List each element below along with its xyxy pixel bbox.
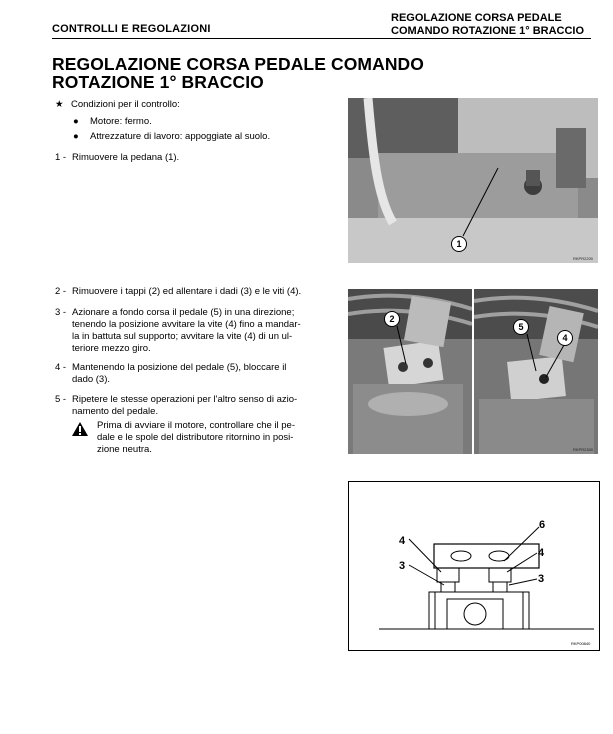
warning-line: zione neutra. [97,444,152,455]
warning-triangle-icon [71,421,89,442]
step-text-line: namento del pedale. [72,406,159,417]
running-header-section: CONTROLLI E REGOLAZIONI [52,23,211,35]
bullet-dot: ● [73,116,79,127]
warning-line: Prima di avviare il motore, controllare che il pe- [97,420,295,431]
callout-5: 5 [513,319,529,335]
step-text-line: Azionare a fondo corsa il pedale (5) in una direzione; [72,307,295,318]
photo-pedal-plugs [348,289,472,454]
step-text-line: la in battuta sul supporto; avvitare la vite (4) di un ul- [72,331,293,342]
callout-1: 1 [451,236,467,252]
diagram-pedal-bracket [348,481,600,651]
diagram-label-6: 6 [539,519,546,531]
figure-code: RKP00840 [571,641,591,646]
running-header-topic-line1: REGOLAZIONE CORSA PEDALE [391,12,562,24]
header-rule [52,38,591,39]
figure-code: RKPR2300 [573,447,594,452]
page-title [52,55,424,91]
step-text: Rimuovere i tappi (2) ed allentare i dadi (3) e le viti (4). [72,286,302,297]
step-text-line: Ripetere le stesse operazioni per l'altro senso di azio- [72,394,298,405]
condition-item: Motore: fermo. [90,116,152,127]
page-title-line2: ROTAZIONE 1° BRACCIO [52,72,264,92]
figure-code: RKPR2200 [573,256,594,261]
callout-2: 2 [384,311,400,327]
conditions-intro: Condizioni per il controllo: [71,99,180,110]
warning-line: dale e le spole del distributore ritornino in posi- [97,432,294,443]
running-header-topic-line2: COMANDO ROTAZIONE 1° BRACCIO [391,25,585,37]
step-number: 4 - [55,362,67,373]
condition-item: Attrezzature di lavoro: appoggiate al suolo. [90,131,271,142]
diagram-label-4-right: 4 [538,547,545,559]
diagram-label-3-right: 3 [538,573,545,585]
photo-pedal-platform [348,98,598,263]
step-number: 1 - [55,152,67,163]
step-text-line: tenendo la posizione avvitare la vite (4) fino a mandar- [72,319,301,330]
running-header-topic [391,12,591,38]
star-bullet: ★ [55,99,64,110]
bullet-dot: ● [73,131,79,142]
step-text-line: teriore mezzo giro. [72,343,151,354]
page-title-line1: REGOLAZIONE CORSA PEDALE COMANDO [52,54,425,74]
step-text: Rimuovere la pedana (1). [72,152,180,163]
callout-4: 4 [557,330,573,346]
step-text-line: dado (3). [72,374,111,385]
diagram-label-3-left: 3 [399,560,406,572]
step-number: 3 - [55,307,67,318]
diagram-label-4-left: 4 [399,535,406,547]
photo-pedal-adjust-screw [474,289,598,454]
step-number: 2 - [55,286,67,297]
step-number: 5 - [55,394,67,405]
step-text-line: Mantenendo la posizione del pedale (5), bloccare il [72,362,287,373]
